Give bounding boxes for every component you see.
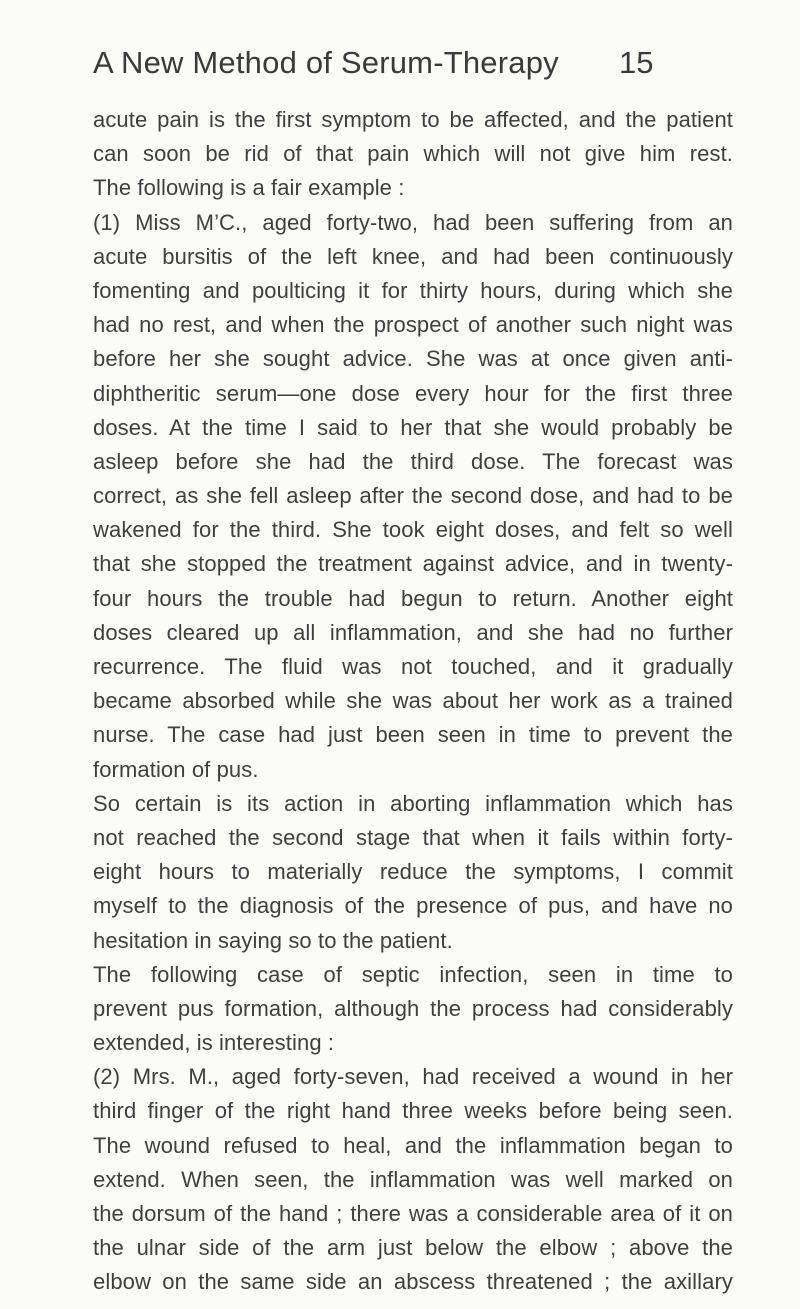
text-line: the dorsum of the hand ; there was a considerable area of it on xyxy=(93,1201,733,1226)
text-line: correct, as she fell asleep after the second dose, and had to be xyxy=(93,483,733,509)
text-line: asleep before she had the third dose. The forecast was xyxy=(93,448,733,474)
text-line: can soon be rid of that pain which will not give him rest. xyxy=(93,141,733,167)
text-line: extended, is interesting : xyxy=(93,1030,335,1056)
text-line: The following is a fair example : xyxy=(93,175,405,201)
text-line: So certain is its action in aborting inflammation which has xyxy=(93,790,733,816)
text-line: that she stopped the treatment against advice, and in twenty- xyxy=(93,551,733,577)
running-title: A New Method of Serum-Therapy xyxy=(93,45,559,80)
text-line: wakened for the third. She took eight doses, and felt so well xyxy=(93,517,733,543)
text-line: nurse. The case had just been seen in time to prevent the xyxy=(93,722,733,748)
text-line: third finger of the right hand three weeks before being seen. xyxy=(93,1098,733,1124)
text-line: eight hours to materially reduce the symptoms, I commit xyxy=(93,859,733,885)
text-line: had no rest, and when the prospect of another such night was xyxy=(93,312,733,338)
text-line: myself to the diagnosis of the presence of pus, and have no xyxy=(93,893,733,919)
text-line: extend. When seen, the inflammation was well marked on xyxy=(93,1166,733,1192)
text-line: four hours the trouble had begun to return. Another eight xyxy=(93,585,733,611)
text-line: recurrence. The fluid was not touched, and it gradually xyxy=(93,654,733,679)
text-line: prevent pus formation, although the process had considerably xyxy=(93,995,733,1021)
text-line: hesitation in saying so to the patient. xyxy=(93,927,453,953)
text-line: elbow on the same side an abscess threatened ; the axillary xyxy=(93,1269,733,1295)
body-text xyxy=(93,103,733,1300)
text-line: acute bursitis of the left knee, and had been continuously xyxy=(93,243,733,269)
text-line: (1) Miss M’C., aged forty-two, had been suffering from an xyxy=(93,209,733,235)
text-line: The following case of septic infection, seen in time to xyxy=(93,961,733,987)
text-line: before her she sought advice. She was at once given anti- xyxy=(93,346,733,372)
text-line: doses cleared up all inflammation, and she had no further xyxy=(93,619,733,645)
text-line: fomenting and poulticing it for thirty hours, during which she xyxy=(93,277,733,303)
text-line: became absorbed while she was about her work as a trained xyxy=(93,688,733,714)
text-line: acute pain is the first symptom to be affected, and the patient xyxy=(93,107,733,132)
text-line: doses. At the time I said to her that she would probably be xyxy=(93,414,733,440)
text-line: diphtheritic serum—one dose every hour for the first three xyxy=(93,380,733,406)
text-line: The wound refused to heal, and the inflammation began to xyxy=(93,1132,733,1158)
text-line: formation of pus. xyxy=(93,756,259,782)
text-line: the ulnar side of the arm just below the elbow ; above the xyxy=(93,1235,733,1261)
page-number: 15 xyxy=(619,45,654,80)
text-line: (2) Mrs. M., aged forty-seven, had received a wound in her xyxy=(93,1064,733,1090)
running-head xyxy=(93,45,733,95)
text-line: not reached the second stage that when it fails within forty- xyxy=(93,824,733,850)
